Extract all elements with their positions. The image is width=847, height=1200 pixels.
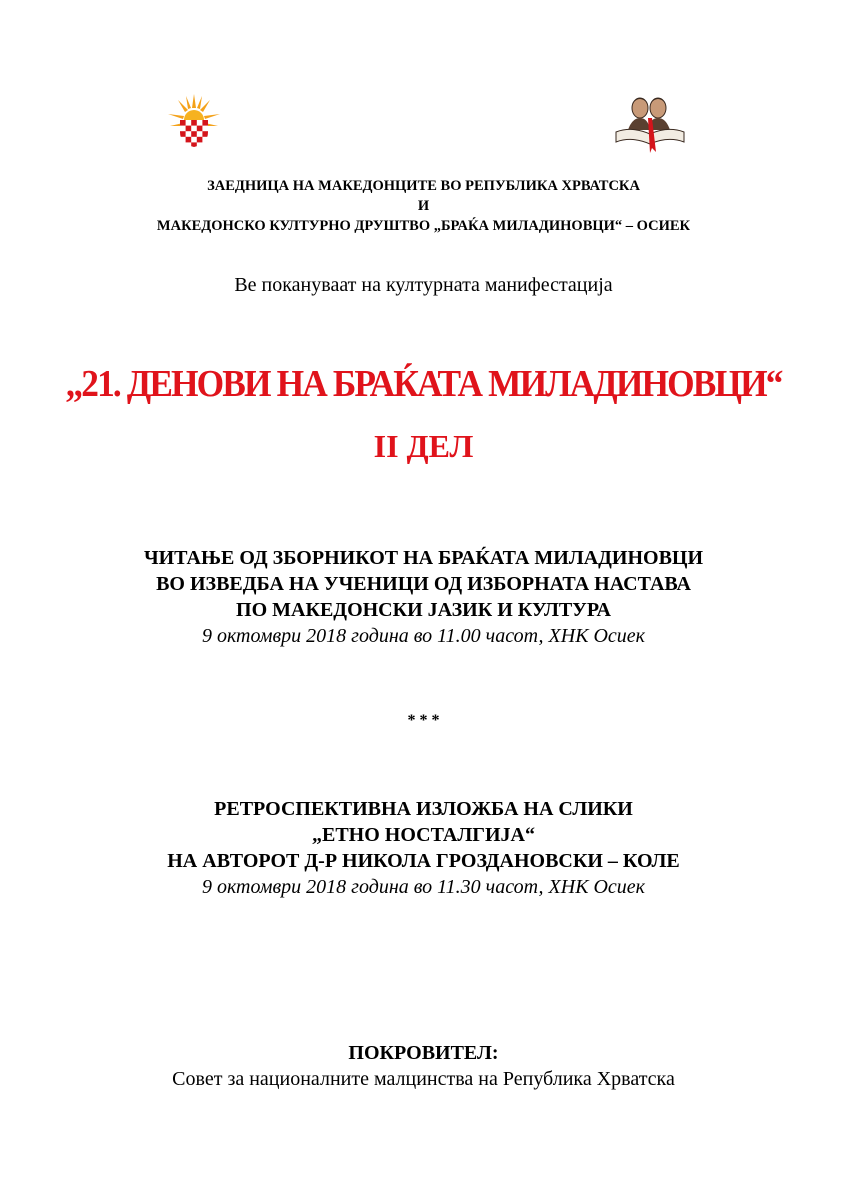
- book-portraits-logo: [612, 92, 688, 154]
- program-section-2: [0, 796, 847, 900]
- organizer-conjunction: И: [417, 198, 430, 214]
- separator-stars: * * *: [407, 712, 440, 729]
- program-section-1: [0, 545, 847, 649]
- event-part: II ДЕЛ: [373, 428, 474, 464]
- event-title: „21. ДЕНОВИ НА БРАЌАТА МИЛАДИНОВЦИ“: [65, 363, 782, 405]
- section-1-line: ПО МАКЕДОНСКИ ЈАЗИК И КУЛТУРА: [236, 599, 611, 621]
- organizer-line-2: МАКЕДОНСКО КУЛТУРНО ДРУШТВО „БРАЌА МИЛАДИНОВЦИ“ – ОСИЕК: [156, 218, 691, 234]
- section-1-datetime: 9 октомври 2018 година во 11.00 часот, ХНК Осиек: [201, 625, 646, 647]
- section-2-line: НА АВТОРОТ Д-Р НИКОЛА ГРОЗДАНОВСКИ – КОЛЕ: [167, 850, 680, 872]
- organizers-block: [0, 176, 847, 236]
- section-1-line: ВО ИЗВЕДБА НА УЧЕНИЦИ ОД ИЗБОРНАТА НАСТАВА: [156, 573, 691, 595]
- invitation-text: Ве покануваат на културната манифестација: [234, 274, 613, 296]
- section-2-datetime: 9 октомври 2018 година во 11.30 часот, ХНК Осиек: [201, 876, 646, 898]
- sun-emblem-logo: [166, 92, 222, 148]
- section-2-line: РЕТРОСПЕКТИВНА ИЗЛОЖБА НА СЛИКИ: [214, 798, 633, 820]
- patron-label: ПОКРОВИТЕЛ:: [348, 1042, 499, 1064]
- section-1-line: ЧИТАЊЕ ОД ЗБОРНИКОТ НА БРАЌАТА МИЛАДИНОВЦИ: [143, 547, 704, 569]
- organizer-line-1: ЗАЕДНИЦА НА МАКЕДОНЦИТЕ ВО РЕПУБЛИКА ХРВАТСКА: [207, 178, 640, 194]
- section-2-line: „ЕТНО НОСТАЛГИЈА“: [311, 824, 535, 846]
- patron-name: Совет за националните малцинства на Република Хрватска: [172, 1068, 675, 1090]
